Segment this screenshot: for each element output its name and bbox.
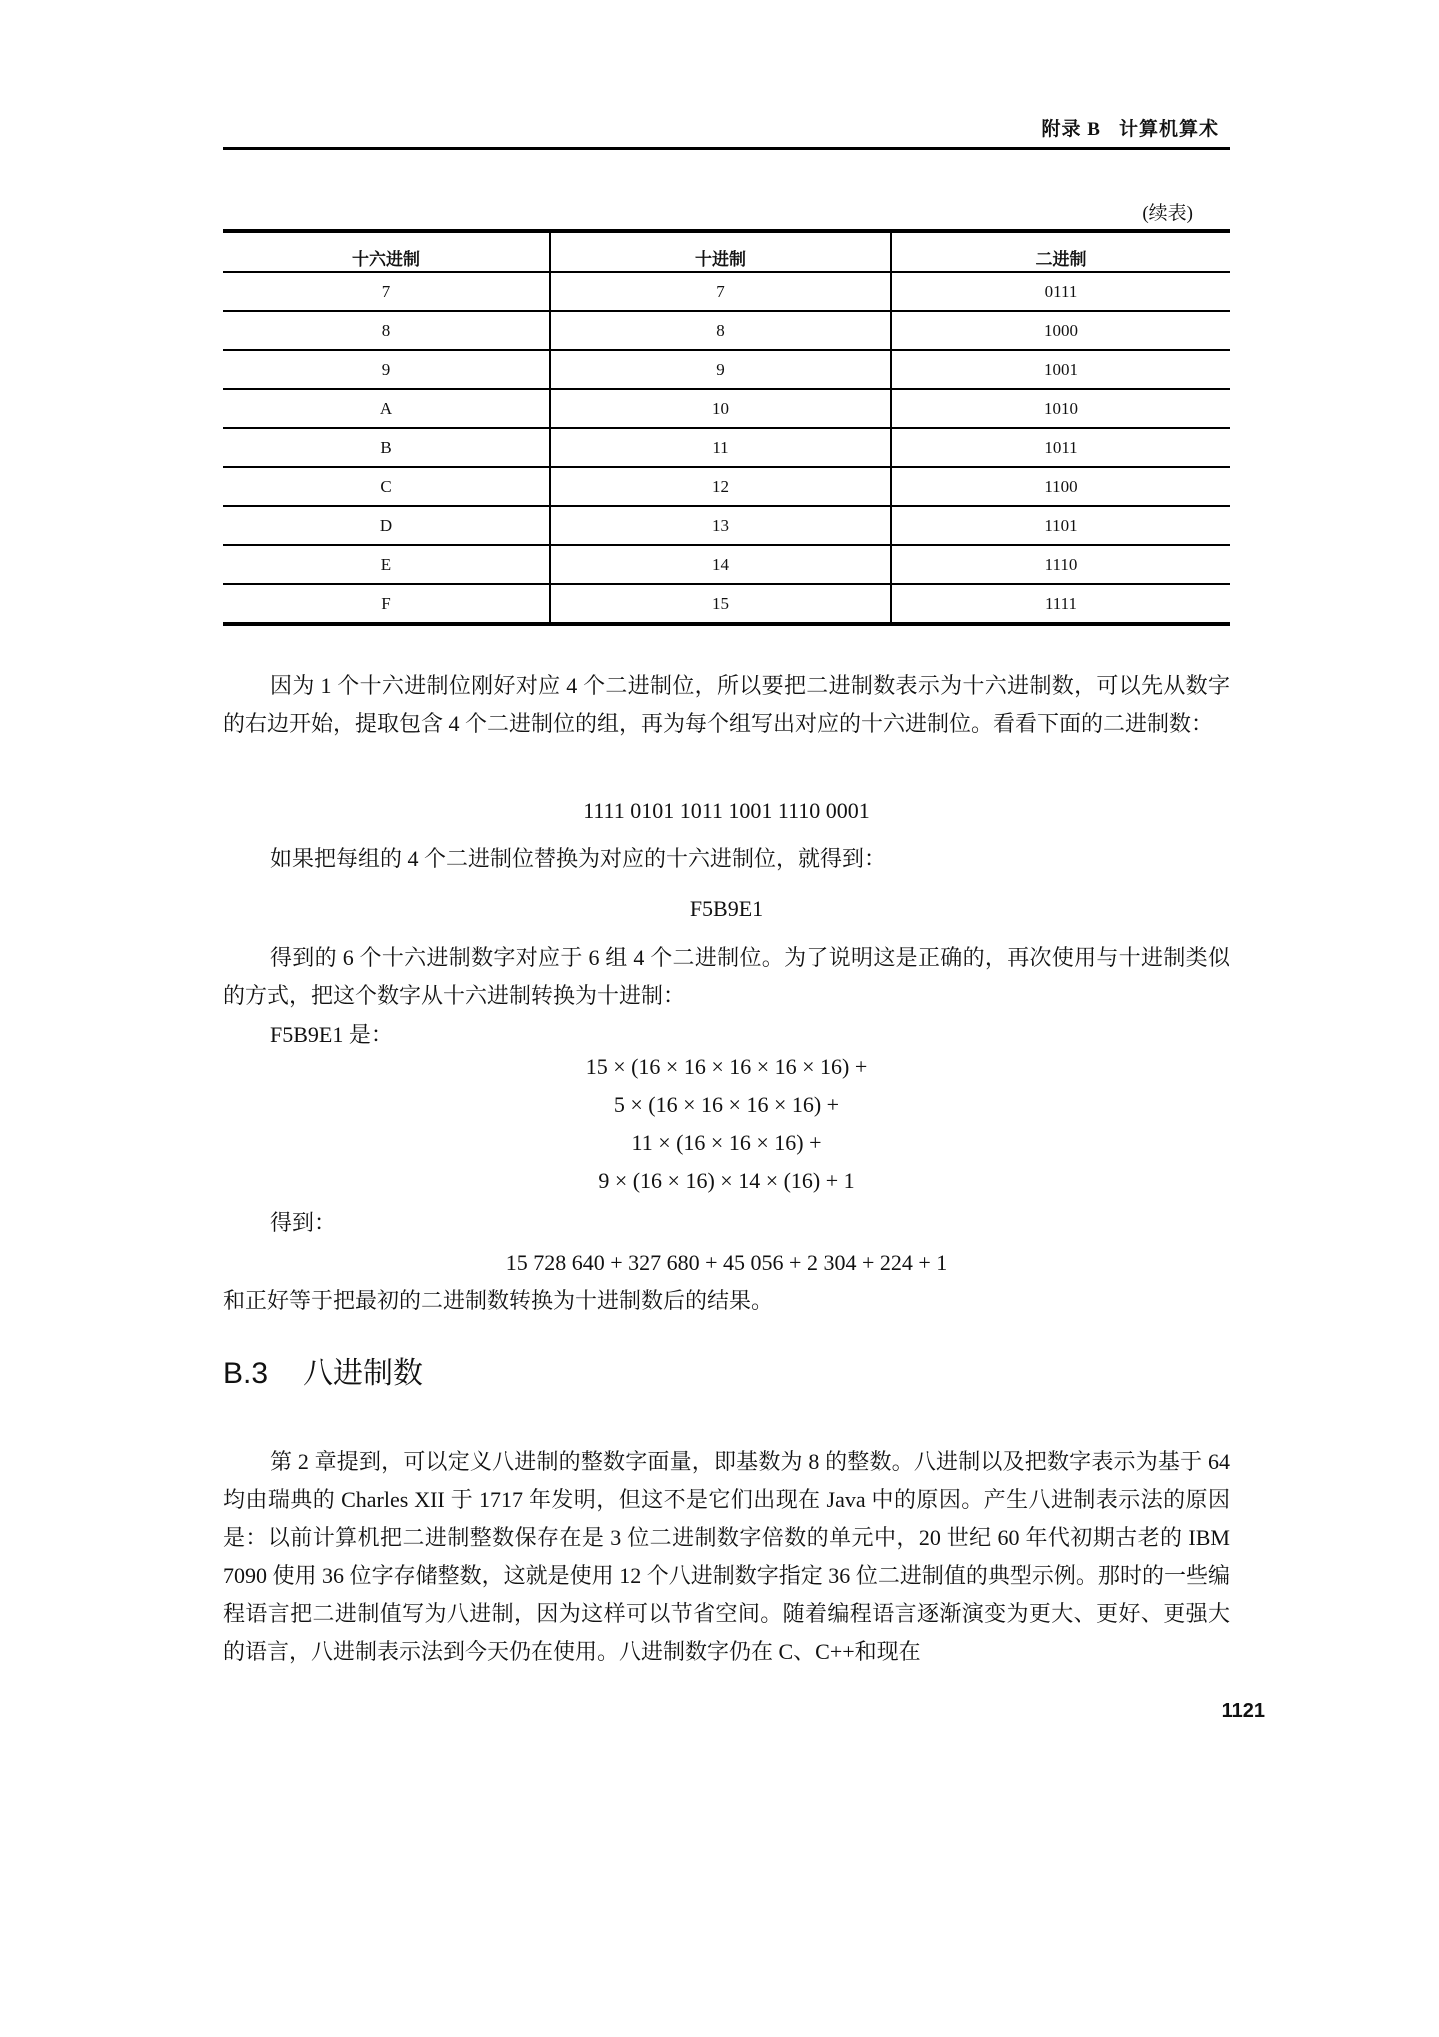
cell-binary: 1101 [891, 506, 1230, 545]
paragraph-conclusion: 和正好等于把最初的二进制数转换为十进制数后的结果。 [223, 1288, 774, 1313]
cell-decimal: 14 [550, 545, 891, 584]
cell-decimal: 11 [550, 428, 891, 467]
paragraph-hex-grouping: 因为 1 个十六进制位刚好对应 4 个二进制位，所以要把二进制数表示为十六进制数，可以先从数字的右边开始，提取包含 4 个二进制位的组，再为每个组写出对应的十六进制位。看看下面的二进制数： [223, 673, 1230, 736]
paragraph-replace-groups: 如果把每组的 4 个二进制位替换为对应的十六进制位，就得到： [270, 846, 887, 871]
cell-decimal: 10 [550, 389, 891, 428]
cell-hex: D [223, 506, 550, 545]
cell-decimal: 7 [550, 272, 891, 311]
table-row [223, 272, 1230, 311]
table-row [223, 467, 1230, 506]
table-row [223, 350, 1230, 389]
table-row [223, 545, 1230, 584]
paragraph-result-label: 得到： [270, 1210, 337, 1235]
cell-binary: 1110 [891, 545, 1230, 584]
table-row [223, 389, 1230, 428]
paragraph-octal-intro: 第 2 章提到，可以定义八进制的整数字面量，即基数为 8 的整数。八进制以及把数字表示为基于 64 均由瑞典的 Charles XII 于 1717 年发明，但这不是它们出现在 Java 中的原因。产生八进制表示法的原因是：以前计算机把二进制整数保存在是 3 位二进制数字倍数的单元中，20 世纪 60 年代初期古老的 IBM 7090 使用 36 位字存储整数，这就是使用 12 个八进制数字指定 36 位二进制值的典型示例。那时的一些编程语言把二进制值写为八进制，因为这样可以节省空间。随着编程语言逐渐演变为更大、更好、更强大的语言，八进制表示法到今天仍在使用。八进制数字仍在 C、C++和现在 [223, 1449, 1230, 1664]
cell-hex: E [223, 545, 550, 584]
column-header-hex: 十六进制 [223, 231, 550, 272]
page-number: 1121 [1221, 1700, 1265, 1722]
cell-binary: 1001 [891, 350, 1230, 389]
cell-hex: 8 [223, 311, 550, 350]
table-header-row [223, 231, 1230, 272]
header-rule [223, 147, 1230, 150]
column-header-decimal: 十进制 [550, 231, 891, 272]
paragraph-f5b9e1-is: F5B9E1 是： [270, 1022, 393, 1047]
running-header [223, 114, 1219, 141]
cell-hex: 9 [223, 350, 550, 389]
cell-binary: 1000 [891, 311, 1230, 350]
conversion-table [223, 229, 1230, 626]
cell-decimal: 8 [550, 311, 891, 350]
paragraph-verify: 得到的 6 个十六进制数字对应于 6 组 4 个二进制位。为了说明这是正确的，再次使用与十进制类似的方式，把这个数字从十六进制转换为十进制： [223, 945, 1230, 1008]
cell-binary: 1011 [891, 428, 1230, 467]
table-row [223, 428, 1230, 467]
cell-hex: C [223, 467, 550, 506]
cell-decimal: 9 [550, 350, 891, 389]
cell-decimal: 15 [550, 584, 891, 624]
cell-hex: F [223, 584, 550, 624]
formula-line: 5 × (16 × 16 × 16 × 16) + [613, 1092, 840, 1117]
cell-hex: 7 [223, 272, 550, 311]
column-header-binary: 二进制 [891, 231, 1230, 272]
table-caption: (续表) [1142, 203, 1193, 224]
table-row [223, 311, 1230, 350]
cell-binary: 1111 [891, 584, 1230, 624]
table-row [223, 584, 1230, 624]
formula-line: 11 × (16 × 16 × 16) + [631, 1130, 822, 1155]
section-title: 八进制数 [303, 1357, 423, 1390]
sum-line: 15 728 640 + 327 680 + 45 056 + 2 304 + 224 + 1 [505, 1250, 948, 1275]
chapter-title: 计算机算术 [1118, 119, 1219, 140]
cell-binary: 0111 [891, 272, 1230, 311]
cell-decimal: 12 [550, 467, 891, 506]
cell-hex: B [223, 428, 550, 467]
section-number: B.3 [223, 1357, 269, 1390]
cell-hex: A [223, 389, 550, 428]
cell-decimal: 13 [550, 506, 891, 545]
formula-line: 15 × (16 × 16 × 16 × 16 × 16) + [585, 1054, 868, 1079]
table-row [223, 506, 1230, 545]
section-heading [223, 1352, 423, 1396]
cell-binary: 1010 [891, 389, 1230, 428]
appendix-label: 附录 B [1041, 119, 1101, 140]
cell-binary: 1100 [891, 467, 1230, 506]
binary-example: 1111 0101 1011 1001 1110 0001 [583, 798, 870, 823]
hex-result: F5B9E1 [689, 896, 764, 921]
formula-line: 9 × (16 × 16) × 14 × (16) + 1 [598, 1168, 855, 1193]
